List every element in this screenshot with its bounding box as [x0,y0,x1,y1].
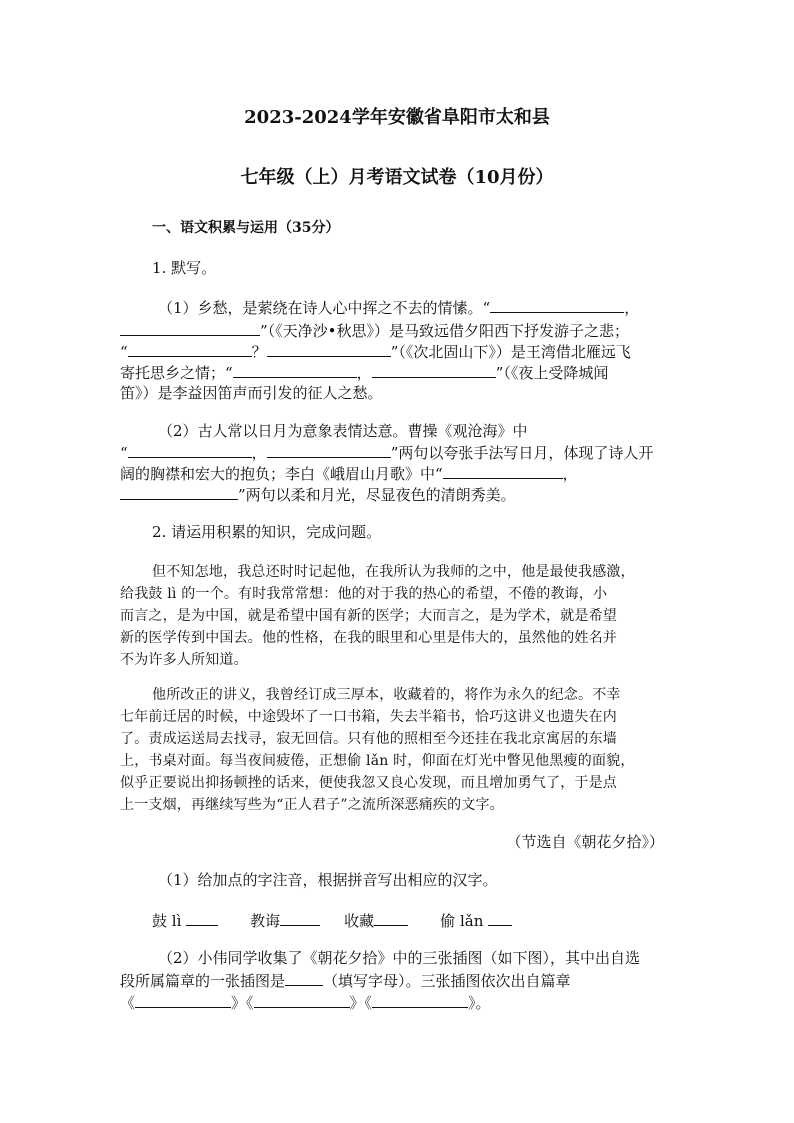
blank-field[interactable] [443,463,563,479]
q1-part1-line5: 笛》）是李益因笛声而引发的征人之愁。 [120,384,383,402]
blank-field[interactable] [233,362,357,378]
q1-part2-line2 [120,442,653,463]
question-2-label: 2. 请运用积累的知识，完成问题。 [152,523,382,541]
q2-sub2-line3 [120,992,491,1013]
q1-part1-line4 [120,362,608,383]
section-heading: 一、语文积累与运用（35分） [152,220,340,236]
blank-field[interactable] [120,320,260,336]
q2-sub2-text-b2: （填写字母）。三张插图依次出自篇章 [323,972,571,990]
q1-part2-line3 [120,463,578,484]
q1-part1-text-d-end: ”（《夜上受降城闻 [495,364,609,382]
q1-part1-text-c: ”（《次北固山下》）是王湾借北雁远飞 [390,343,631,361]
item-label: 偷 lǎn [440,912,484,930]
passage2-line: 上一支烟，再继续写些为“正人君子”之流所深恶痛疾的文字。 [120,797,504,813]
blank-field[interactable] [490,297,624,313]
passage1-line: 给我鼓 lì 的一个。有时我常常想：他的对于我的热心的希望，不倦的教诲，小 [120,586,608,602]
item-label: 教诲 [250,912,281,930]
blank-field[interactable] [372,992,468,1008]
q1-part1-line3 [120,341,631,362]
q1-part1-question-mark: ？ [251,343,267,361]
q2-sub2-line1: （2）小伟同学收集了《朝花夕拾》中的三张插图（如下图），其中出自选 [158,949,641,967]
item-label: 收藏 [344,912,375,930]
passage2-line: 七年前迁居的时候，中途毁坏了一口书箱，失去半箱书，恰巧这讲义也遗失在内 [120,709,617,725]
passage2-line: 上，书桌对面。每当夜间疲倦，正想偷 lǎn 时，仰面在灯光中瞥见他黑瘦的面貌， [120,753,635,769]
q2-sub2-line2 [120,970,571,991]
q2-sub2-text-b1: 段所属篇章的一张插图是 [120,972,286,990]
q1-part2-comma2: ， [562,465,578,483]
q1-part1-line1 [158,297,639,318]
q2-sub1-label: （1）给加点的字注音，根据拼音写出相应的汉字。 [158,871,498,889]
q1-part2-text-b: ”两句以夸张手法写日月，体现了诗人开 [390,444,654,462]
passage2-line: 了。责成运送局去找寻，寂无回信。只有他的照相至今还挂在我北京寓居的东墙 [120,731,617,747]
passage1-line: 但不知怎地，我总还时时记起他，在我所认为我师的之中，他是最使我感激， [152,564,635,580]
q1-part1-line2 [120,320,629,341]
q1-part1-text-b: ”（《天净沙•秋思》）是马致远借夕阳西下抒发游子之悲； [260,322,630,340]
q1-part2-line1: （2）古人常以日月为意象表情达意。曹操《观沧海》中 [158,422,528,440]
blank-field[interactable] [488,910,512,926]
bracket-close: 》。 [468,994,491,1012]
passage-source: （节选自《朝花夕拾》） [506,833,664,851]
q1-part2-comma: ， [251,444,267,462]
blank-field[interactable] [267,341,391,357]
q1-part2-line4 [120,484,516,505]
q1-part1-text-a: （1）乡愁，是萦绕在诗人心中挥之不去的情愫。“ [158,299,491,317]
q2-sub1-items [152,910,512,931]
question-1-label: 1. 默写。 [152,259,217,277]
bracket-open: 《 [120,994,136,1012]
q1-part2-text-d: ”两句以柔和月光，尽显夜色的清朗秀美。 [238,486,516,504]
blank-field[interactable] [254,992,350,1008]
q1-part2-quote-open: “ [120,444,128,462]
blank-field[interactable] [280,910,320,926]
blank-field[interactable] [128,341,252,357]
blank-field[interactable] [186,910,218,926]
exam-title-line2: 七年级（上）月考语文试卷（10月份） [240,167,554,188]
blank-field[interactable] [120,484,238,500]
passage2-line: 似乎正要说出抑扬顿挫的话来，便使我忽又良心发现，而且增加勇气了，于是点 [120,775,617,791]
q1-part1-quote-open: “ [120,343,128,361]
passage1-line: 而言之，是为中国，就是希望中国有新的医学；大而言之，是为学术，就是希望 [120,608,617,624]
q1-part2-text-c: 阔的胸襟和宏大的抱负；李白《峨眉山月歌》中“ [120,465,443,483]
passage1-line: 不为许多人所知道。 [120,652,248,668]
bracket-sep: 》《 [349,994,373,1012]
passage2-line: 他所改正的讲义，我曾经订成三厚本，收藏着的，将作为永久的纪念。不幸 [152,687,621,703]
bracket-sep: 》《 [231,994,254,1012]
exam-title-line1: 2023-2024学年安徽省阜阳市太和县 [244,107,550,128]
q1-part1-comma: ， [624,299,640,317]
item-label: 鼓 lì [152,912,182,930]
q1-part1-text-d: 寄托思乡之情；“ [120,364,233,382]
q1-part1-comma2: ， [356,364,372,382]
blank-field[interactable] [135,992,231,1008]
blank-field[interactable] [374,910,408,926]
blank-field[interactable] [128,442,252,458]
blank-field[interactable] [285,970,323,986]
blank-field[interactable] [267,442,391,458]
blank-field[interactable] [372,362,496,378]
passage1-line: 新的医学传到中国去。他的性格，在我的眼里和心里是伟大的，虽然他的姓名并 [120,630,617,646]
